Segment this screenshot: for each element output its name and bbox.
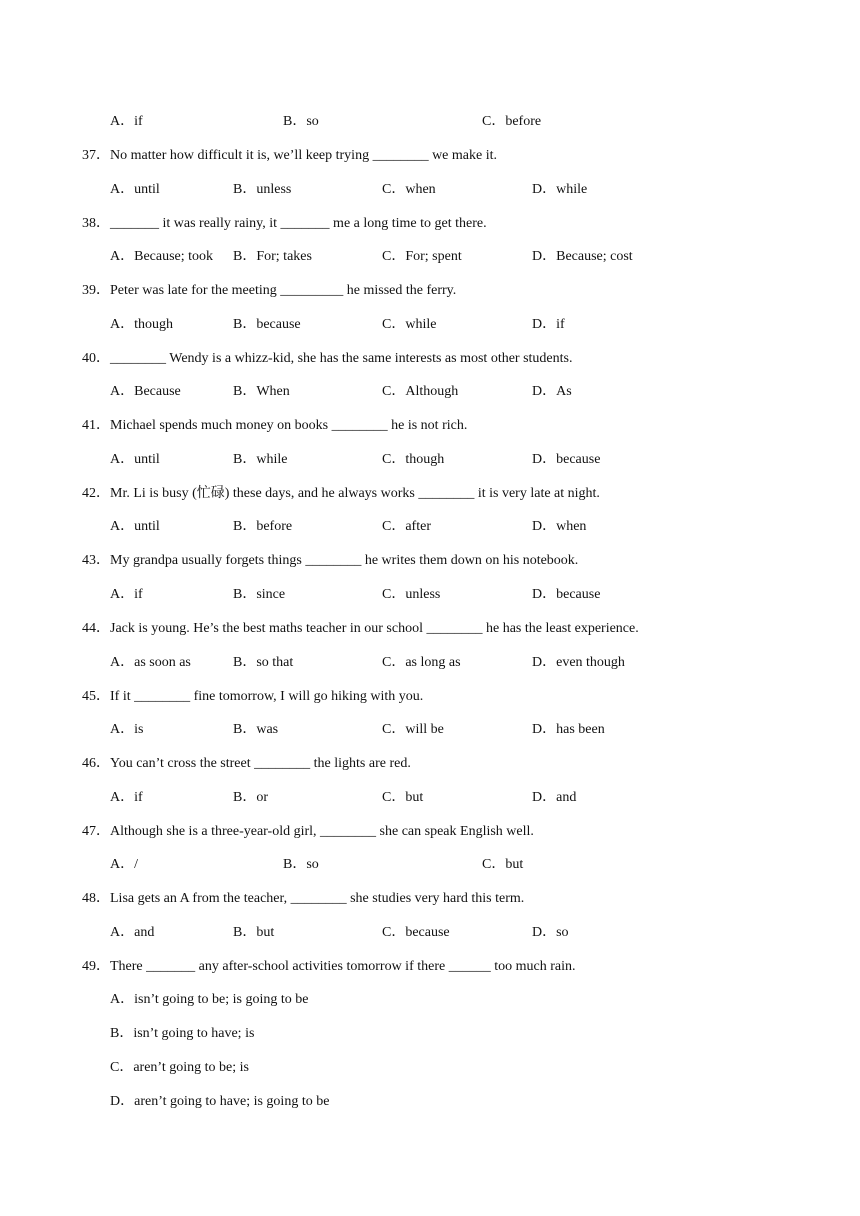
question-46: 46．You can’t cross the street ________ the lights are red. [82,756,411,771]
q38-option-b: B．For; takes [233,249,312,264]
q40-option-c: C．Although [382,384,459,399]
question-49: 49．There _______ any after-school activities tomorrow if there ______ too much rain. [82,959,576,974]
q45-option-d: D．has been [532,722,605,737]
question-47: 47．Although she is a three-year-old girl, ________ she can speak English well. [82,824,534,839]
q38-option-d: D．Because; cost [532,249,633,264]
question-39: 39．Peter was late for the meeting _________ he missed the ferry. [82,283,457,298]
q49-option-a: A．isn’t going to be; is going to be [110,992,309,1007]
option-b: B．so [283,114,319,129]
q49-option-b: B．isn’t going to have; is [110,1026,255,1041]
option-c: C．before [482,114,542,129]
q49-option-d: D．aren’t going to have; is going to be [110,1094,330,1109]
q44-option-b: B．so that [233,655,294,670]
q44-option-a: A．as soon as [110,655,191,670]
q47-option-b: B．so [283,857,319,872]
q45-option-c: C．will be [382,722,444,737]
q46-option-c: C．but [382,790,424,805]
q46-option-b: B．or [233,790,268,805]
q41-option-d: D．because [532,452,601,467]
q37-option-c: C．when [382,182,436,197]
q49-option-c: C．aren’t going to be; is [110,1060,249,1075]
q42-option-b: B．before [233,519,293,534]
question-38: 38．_______ it was really rainy, it _______ me a long time to get there. [82,216,487,231]
q48-option-d: D．so [532,925,569,940]
q47-option-a: A．/ [110,857,138,872]
option-a: A．if [110,114,143,129]
q48-option-a: A．and [110,925,155,940]
q39-option-c: C．while [382,317,437,332]
question-42: 42．Mr. Li is busy (忙碌) these days, and he always works ________ it is very late at night. [82,486,600,501]
q44-option-c: C．as long as [382,655,461,670]
q37-option-a: A．until [110,182,160,197]
q39-option-d: D．if [532,317,565,332]
q41-option-b: B．while [233,452,288,467]
q41-option-c: C．though [382,452,445,467]
q39-option-a: A．though [110,317,173,332]
q38-option-a: A．Because; took [110,249,214,264]
question-40: 40．________ Wendy is a whizz-kid, she has the same interests as most other students. [82,351,573,366]
q46-option-d: D．and [532,790,577,805]
q37-option-d: D．while [532,182,588,197]
q43-option-c: C．unless [382,587,441,602]
q41-option-a: A．until [110,452,160,467]
q43-option-b: B．since [233,587,286,602]
question-41: 41．Michael spends much money on books ________ he is not rich. [82,418,468,433]
q42-option-c: C．after [382,519,431,534]
question-48: 48．Lisa gets an A from the teacher, ________ she studies very hard this term. [82,891,525,906]
q40-option-b: B．When [233,384,290,399]
q37-option-b: B．unless [233,182,292,197]
q45-option-b: B．was [233,722,279,737]
question-37: 37．No matter how difficult it is, we’ll keep trying ________ we make it. [82,148,497,163]
q43-option-a: A．if [110,587,143,602]
q44-option-d: D．even though [532,655,625,670]
q42-option-a: A．until [110,519,160,534]
question-43: 43．My grandpa usually forgets things ________ he writes them down on his notebook. [82,553,579,568]
q45-option-a: A．is [110,722,144,737]
q43-option-d: D．because [532,587,601,602]
q39-option-b: B．because [233,317,301,332]
q48-option-c: C．because [382,925,450,940]
q40-option-d: D．As [532,384,572,399]
q48-option-b: B．but [233,925,275,940]
question-45: 45．If it ________ fine tomorrow, I will go hiking with you. [82,689,424,704]
q42-option-d: D．when [532,519,587,534]
q46-option-a: A．if [110,790,143,805]
q38-option-c: C．For; spent [382,249,462,264]
q40-option-a: A．Because [110,384,181,399]
q47-option-c: C．but [482,857,524,872]
question-44: 44．Jack is young. He’s the best maths teacher in our school ________ he has the least experience. [82,621,639,636]
